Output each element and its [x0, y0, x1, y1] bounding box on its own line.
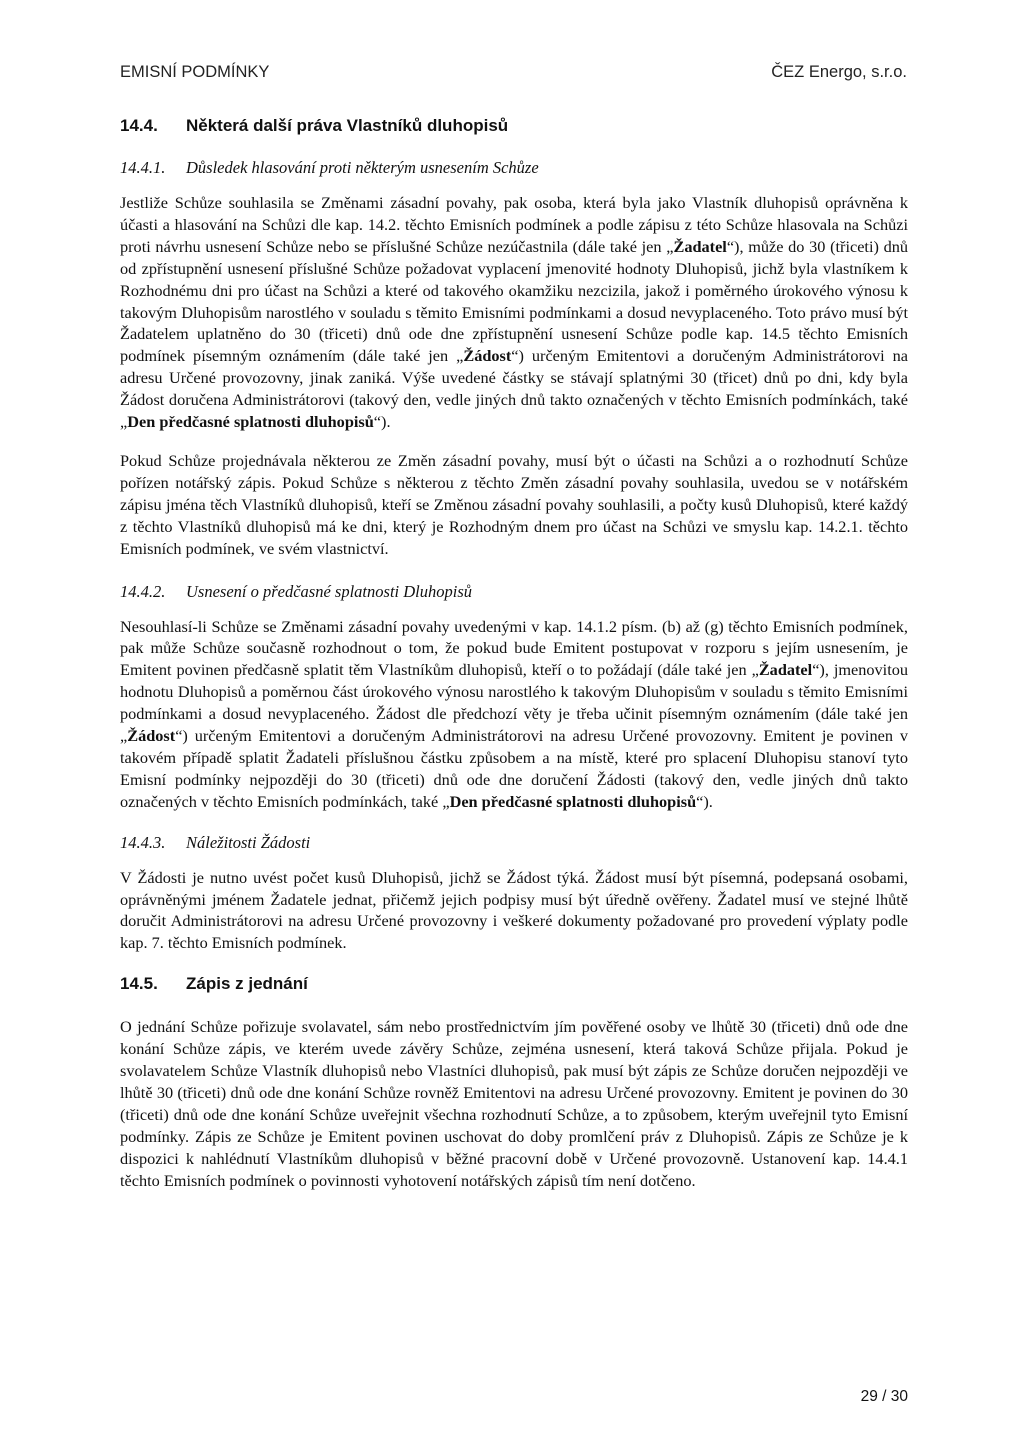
subsection-title: Důsledek hlasování proti některým usnesením Schůze	[186, 158, 539, 177]
section-number: 14.4.	[120, 116, 158, 135]
section-heading-14-4	[120, 116, 908, 136]
subsection-number: 14.4.2.	[120, 581, 166, 601]
subsection-title: Náležitosti Žádosti	[186, 832, 311, 852]
defined-term: Žadatel	[673, 236, 727, 256]
defined-term: Den předčasné splatnosti dluhopisů	[127, 412, 374, 432]
section-heading-14-5	[120, 974, 908, 994]
defined-term: Žadatel	[758, 660, 813, 680]
document-body	[120, 116, 908, 1209]
page-number: 29 / 30	[860, 1388, 908, 1405]
defined-term: Žádost	[127, 726, 176, 746]
paragraph-14-4-3: V Žádosti je nutno uvést počet kusů Dluhopisů, jichž se Žádost týká. Žádost musí být písemná, podepsaná osobami, oprávněnými jménem Žadatele jednat, přičemž jejich podpisy musí být úředně ověřeny. Žadatel musí ve stejné lhůtě doručit Administrátorovi na adresu Určené provozovny i veškeré dokumenty požadované pro provedení výplaty podle kap. 7. těchto Emisních podmínek.	[120, 867, 908, 953]
paragraph-14-4-1-1: Jestliže Schůze souhlasila se Změnami zásadní povahy, pak osoba, která byla jako Vlastník dluhopisů oprávněna k účasti a hlasování na Schůzi dle kap. 14.2. těchto Emisních podmínek a podle zápisu z této Schůze hlasovala na Schůzi proti návrhu usnesení Schůze nebo se příslušné Schůze nezúčastnila (dále také jen „Žadatel“), může do 30 (třiceti) dnů od zpřístupnění usnesení příslušné Schůze požadovat vyplacení jmenovité hodnoty Dluhopisů, jichž byla vlastníkem k Rozhodnému dni pro účast na Schůzi a které od takového okamžiku nezcizila, jakož i poměrného úrokového výnosu k takovým Dluhopisům narostlého v souladu s těmito Emisními podmínkami a dosud nevyplaceného. Toto právo musí být Žadatelem uplatněno do 30 (třiceti) dnů ode dne zpřístupnění usnesení Schůze podle kap. 14.5 těchto Emisních podmínek písemným oznámením (dále také jen „Žádost“) určeným Emitentovi a doručeným Administrátorovi na adresu Určené provozovny, jinak zaniká. Výše uvedené částky se stávají splatnými 30 (třicet) dnů po dni, kdy byla Žádost doručena Administrátorovi (takový den, vedle jiných dnů takto označených v těchto Emisních podmínkách, také „Den předčasné splatnosti dluhopisů“).	[120, 193, 908, 432]
paragraph-14-4-2: Nesouhlasí-li Schůze se Změnami zásadní povahy uvedenými v kap. 14.1.2 písm. (b) až (g) těchto Emisních podmínek, pak může Schůze současně rozhodnout o tom, že pokud bude Emitent postupovat v rozporu s jejím usnesením, je Emitent povinen předčasně splatit těm Vlastníkům dluhopisů, kteří o to požádají (dále také jen „Žadatel“), jmenovitou hodnotu Dluhopisů a poměrnou část úrokového výnosu narostlého k takovým Dluhopisům v souladu s těmito Emisními podmínkami a dosud nevyplaceného. Žádost dle předchozí věty je třeba učinit písemným oznámením (dále také jen „Žádost“) určeným Emitentovi a doručeným Administrátorovi na adresu Určené provozovny. Emitent je povinen v takovém případě splatit Žadateli příslušnou částku způsobem a na místě, které pro splacení Dluhopisu stanoví tyto Emisní podmínky nejpozději do 30 (třiceti) dnů ode dne doručení Žádosti (takový den, vedle jiných dnů takto označených v těchto Emisních podmínkách, také „Den předčasné splatnosti dluhopisů“).	[120, 616, 908, 811]
defined-term: Den předčasné splatnosti dluhopisů	[449, 791, 697, 811]
subsection-heading-14-4-1	[120, 158, 908, 178]
section-number: 14.5.	[120, 974, 158, 994]
section-title: Některá další práva Vlastníků dluhopisů	[186, 116, 509, 135]
subsection-number: 14.4.3.	[120, 832, 166, 852]
defined-term: Žádost	[463, 346, 512, 366]
subsection-number: 14.4.1.	[120, 158, 166, 177]
subsection-heading-14-4-3	[120, 833, 908, 853]
section-title: Zápis z jednání	[186, 974, 308, 994]
subsection-title: Usnesení o předčasné splatnosti Dluhopisů	[186, 581, 472, 601]
header-title: EMISNÍ PODMÍNKY	[120, 63, 270, 81]
header-company: ČEZ Energo, s.r.o.	[771, 63, 907, 81]
paragraph-14-5: O jednání Schůze pořizuje svolavatel, sám nebo prostřednictvím jím pověřené osoby ve lhůtě 30 (třiceti) dnů ode dne konání Schůze zápis, ve kterém uvede závěry Schůze, zejména usnesení, která taková Schůze přijala. Pokud je svolavatelem Schůze Vlastník dluhopisů nebo Vlastníci dluhopisů, pak musí být zápis ze Schůze doručen nejpozději ve lhůtě 30 (třiceti) dnů ode dne konání Schůze rovněž Emitentovi na adresu Určené provozovny. Emitent je povinen do 30 (třiceti) dnů ode dne konání Schůze uveřejnit všechna rozhodnutí Schůze, a to způsobem, kterým uveřejnil tyto Emisní podmínky. Zápis ze Schůze je Emitent povinen uschovat do doby promlčení práv z Dluhopisů. Zápis ze Schůze je k dispozici k nahlédnutí Vlastníkům dluhopisů v běžné pracovní době v Určené provozovně. Ustanovení kap. 14.4.1 těchto Emisních podmínek o povinnosti vyhotovení notářských zápisů tím není dotčeno.	[120, 1017, 908, 1190]
subsection-heading-14-4-2	[120, 582, 908, 602]
paragraph-14-4-1-2: Pokud Schůze projednávala některou ze Změn zásadní povahy, musí být o účasti na Schůzi a o rozhodnutí Schůze pořízen notářský zápis. Pokud Schůze s některou z těchto Změn zásadní povahy souhlasila, uvedou se v notářském zápisu jména těch Vlastníků dluhopisů, kteří se Změnou zásadní povahy souhlasili, a počty kusů Dluhopisů, které každý z těchto Vlastníků dluhopisů má ke dni, který je Rozhodným dnem pro účast na Schůzi ve smyslu kap. 14.2.1. těchto Emisních podmínek, ve svém vlastnictví.	[120, 450, 908, 558]
